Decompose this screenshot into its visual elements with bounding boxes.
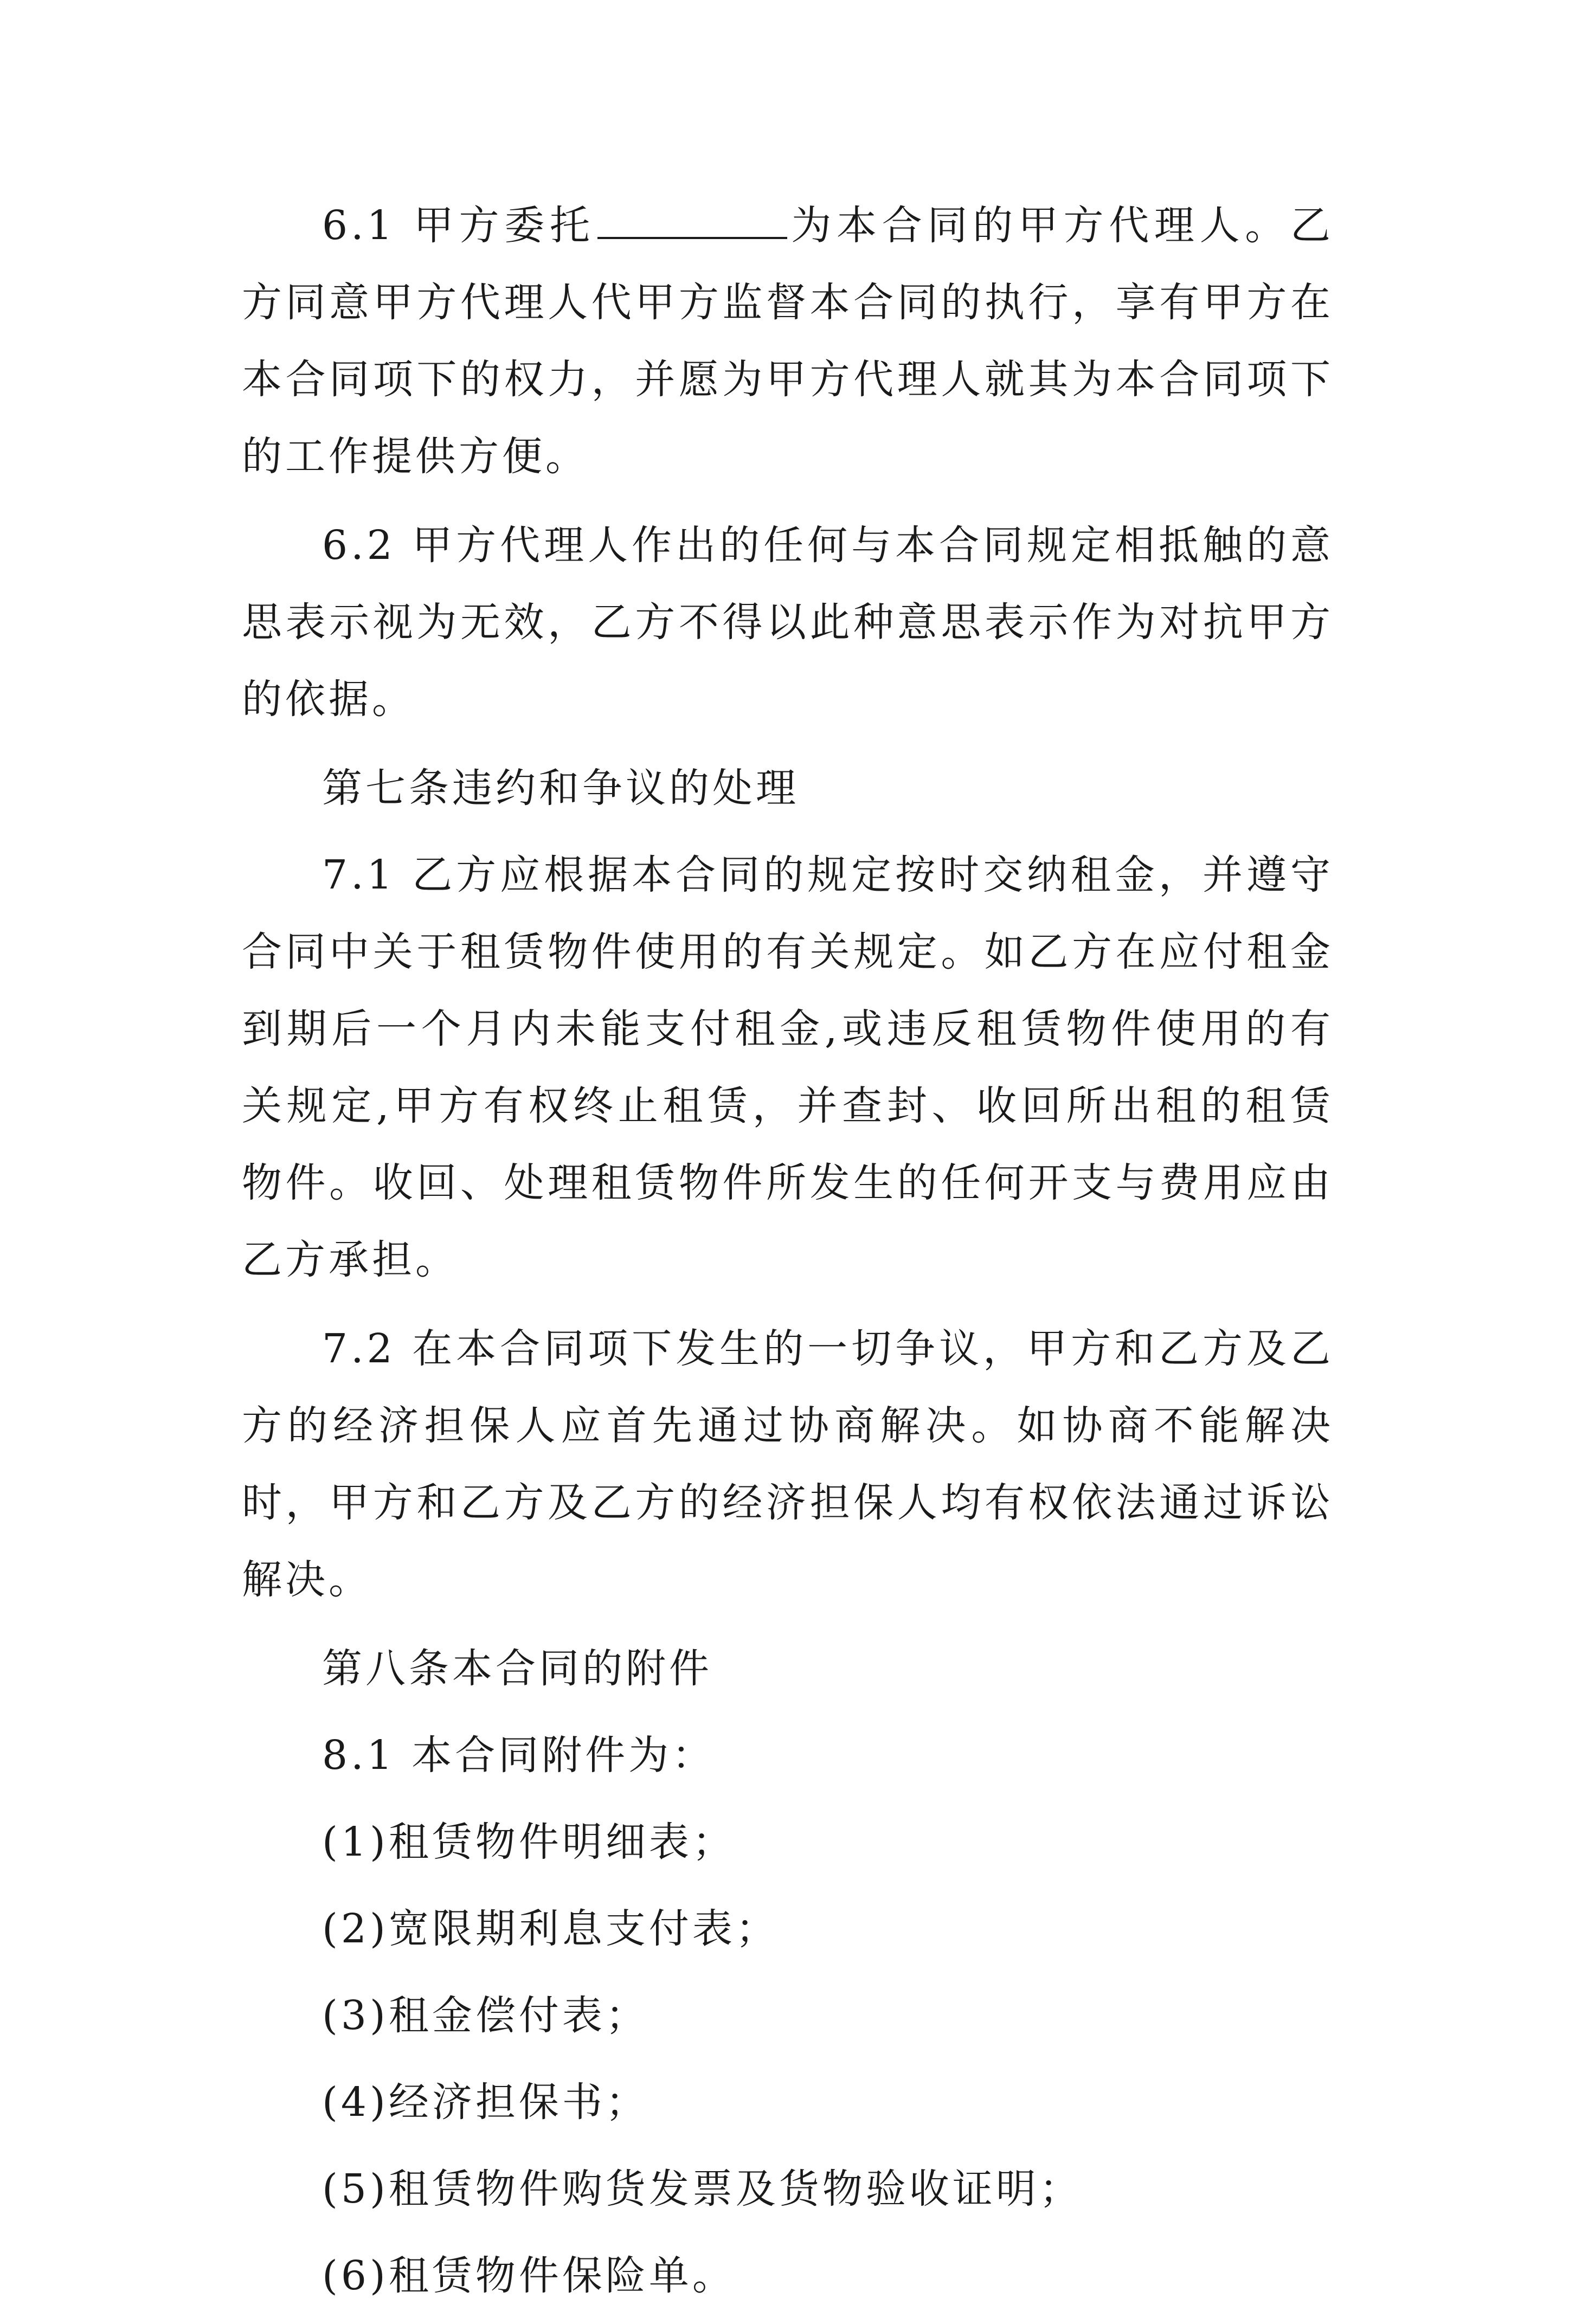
article-8-title: 第八条本合同的附件 [322,1645,712,1692]
paragraph-7-2: 7.2 在本合同项下发生的一切争议，甲方和乙方及乙方的经济担保人应首先通过协商解决。如协商不能解决时，甲方和乙方及乙方的经济担保人均有权依法通过诉讼解决。 [242,1325,1334,1603]
attachment-item: (5)租赁物件购货发票及货物验收证明； [322,2166,1083,2212]
paragraph-6-1-rest: 为本合同的甲方代理人。乙方同意甲方代理人代甲方监督本合同的执行，享有甲方在本合同项下的权力，并愿为甲方代理人就其为本合同项下的工作提供方便。 [242,202,1334,480]
attachment-item: (2)宽限期利息支付表； [322,1905,779,1952]
paragraph-6-1 [242,187,1334,495]
paragraph-6-1-lead: 6.1 甲方委托 [322,202,595,249]
paragraph-8-1: 8.1 本合同附件为： [322,1732,716,1779]
attachment-item: (3)租金偿付表； [322,1992,649,2039]
document-body [242,187,1334,2324]
paragraph-7-1: 7.1 乙方应根据本合同的规定按时交纳租金，并遵守合同中关于租赁物件使用的有关规定。如乙方在应付租金到期后一个月内未能支付租金,或违反租赁物件使用的有关规定,甲方有权终止租赁，并查封、收回所出租的租赁物件。收回、处理租赁物件所发生的任何开支与费用应由乙方承担。 [242,852,1334,1283]
attachment-item: (6)租赁物件保险单。 [322,2252,736,2299]
attachment-item: (1)租赁物件明细表； [322,1819,736,1865]
attachment-item: (4)经济担保书； [322,2079,649,2126]
paragraph-6-2: 6.2 甲方代理人作出的任何与本合同规定相抵触的意思表示视为无效，乙方不得以此种意思表示作为对抗甲方的依据。 [242,522,1334,723]
article-7-title: 第七条违约和争议的处理 [322,765,799,812]
agent-name-blank [597,191,787,239]
